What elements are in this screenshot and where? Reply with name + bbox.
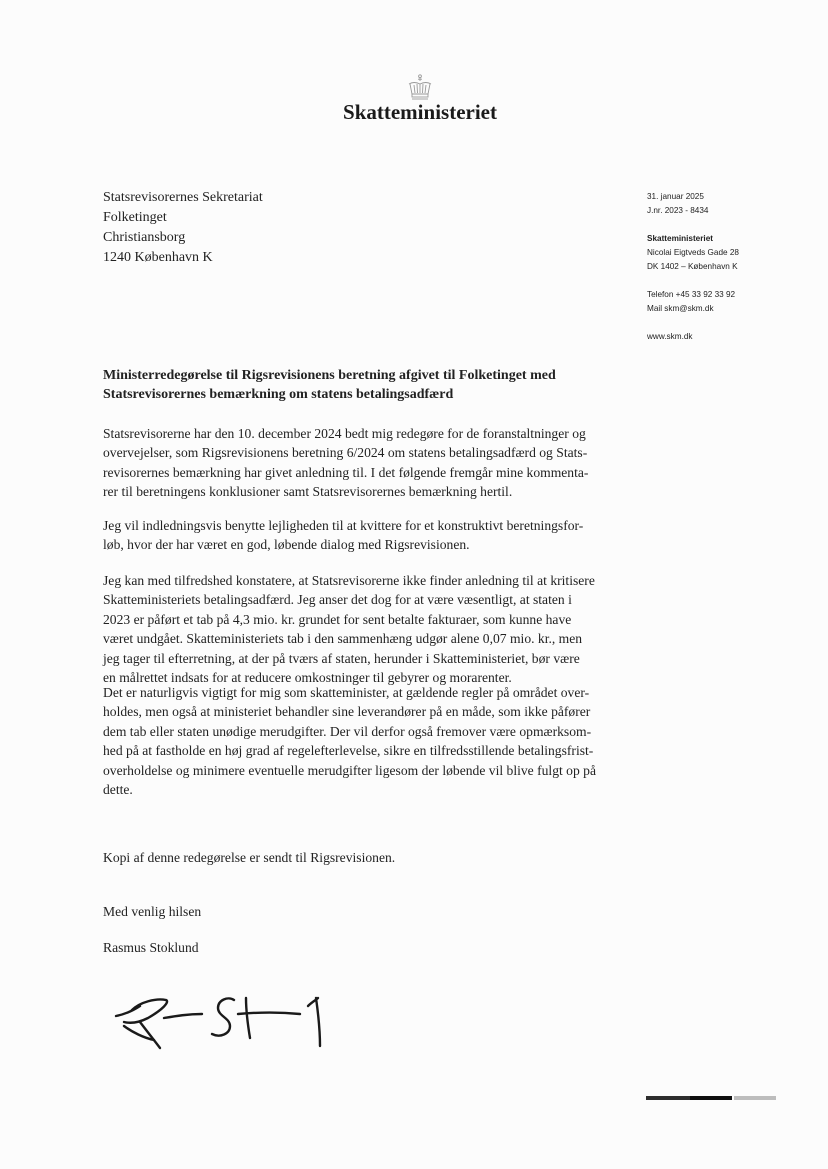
- body-paragraph: [103, 683, 623, 799]
- body-line: løb, hvor der har været en god, løbende dialog med Rigsrevisionen.: [103, 537, 470, 553]
- body-line: 2023 er påført et tab på 4,3 mio. kr. grundet for sent betalte fakturaer, som kunne have: [103, 611, 572, 627]
- body-line: revisorernes bemærkning har givet anledning til. I det følgende fremgår mine kommenta-: [103, 464, 589, 480]
- letter-subject: [103, 366, 623, 404]
- ministry-name: Skatteministeriet: [343, 100, 497, 124]
- body-line: jeg tager til efterretning, at der på tværs af staten, herunder i Skatteministeriet, bør være: [103, 650, 580, 666]
- body-paragraph: [103, 516, 623, 555]
- signatory-name: Rasmus Stoklund: [103, 940, 199, 955]
- org-mail: Mail skm@skm.dk: [647, 304, 714, 313]
- body-line: rer til beretningens konklusioner samt Statsrevisorernes bemærkning hertil.: [103, 484, 513, 500]
- body-line: Skatteministeriets betalingsadfærd. Jeg anser det dog for at være væsentligt, at staten i: [103, 592, 572, 608]
- recipient-address: [103, 188, 263, 268]
- org-street: Nicolai Eigtveds Gade 28: [647, 248, 739, 257]
- recipient-line: Statsrevisorernes Sekretariat: [103, 190, 263, 205]
- footer-bar-segment: [690, 1096, 732, 1100]
- org-postal: DK 1402 – København K: [647, 262, 738, 271]
- body-line: været undgået. Skatteministeriets tab i den sammenhæng udgør alene 0,07 mio. kr., men: [103, 631, 583, 647]
- footer-bar-segment: [734, 1096, 776, 1100]
- recipient-line: Christiansborg: [103, 230, 186, 245]
- handwritten-signature: [110, 988, 340, 1054]
- body-line: Det er naturligvis vigtigt for mig som skatteminister, at gældende regler på området over-: [103, 685, 590, 700]
- org-website: www.skm.dk: [647, 332, 693, 341]
- body-line: en målrettet indsats for at reducere omkostninger til gebyrer og morarenter.: [103, 670, 512, 686]
- sender-info: [647, 190, 739, 344]
- crown-icon: [405, 74, 435, 100]
- body-line: dette.: [103, 782, 133, 798]
- body-line: hed på at fastholde en høj grad af regelefterlevelse, sikre en tilfredsstillende betalingsfrist-: [103, 743, 594, 759]
- subject-line: Ministerredegørelse til Rigsrevisionens beretning afgivet til Folketinget med: [103, 368, 556, 383]
- recipient-line: Folketinget: [103, 210, 167, 225]
- copy-note: Kopi af denne redegørelse er sendt til Rigsrevisionen.: [103, 850, 396, 865]
- body-line: overholdelse og minimere eventuelle merudgifter ligesom der løbende vil blive fulgt op på: [103, 762, 597, 778]
- body-paragraph: [103, 424, 623, 502]
- body-line: Jeg vil indledningsvis benytte lejligheden til at kvittere for et konstruktivt beretningsfor-: [103, 518, 584, 533]
- letter-date: 31. januar 2025: [647, 192, 704, 201]
- org-phone: Telefon +45 33 92 33 92: [647, 290, 736, 299]
- closing-greeting: Med venlig hilsen: [103, 904, 202, 919]
- body-line: holdes, men også at ministeriet behandler sine leverandører på en måde, som ikke påfører: [103, 704, 591, 720]
- body-line: overvejelser, som Rigsrevisionens beretning 6/2024 om statens betalingsadfærd og Stats-: [103, 445, 588, 461]
- body-line: dem tab eller staten unødige merudgifter. Der vil derfor også fremover være opmærksom-: [103, 723, 592, 739]
- footer-bar-segment: [646, 1096, 690, 1100]
- body-line: Statsrevisorerne har den 10. december 2024 bedt mig redegøre for de foranstaltninger og: [103, 426, 586, 441]
- org-name: Skatteministeriet: [647, 234, 713, 243]
- journal-number: J.nr. 2023 - 8434: [647, 206, 709, 215]
- recipient-line: 1240 København K: [103, 250, 213, 265]
- subject-line: Statsrevisorernes bemærkning om statens betalingsadfærd: [103, 387, 454, 402]
- body-line: Jeg kan med tilfredshed konstatere, at Statsrevisorerne ikke finder anledning til at kritisere: [103, 573, 595, 588]
- body-paragraph: [103, 571, 623, 687]
